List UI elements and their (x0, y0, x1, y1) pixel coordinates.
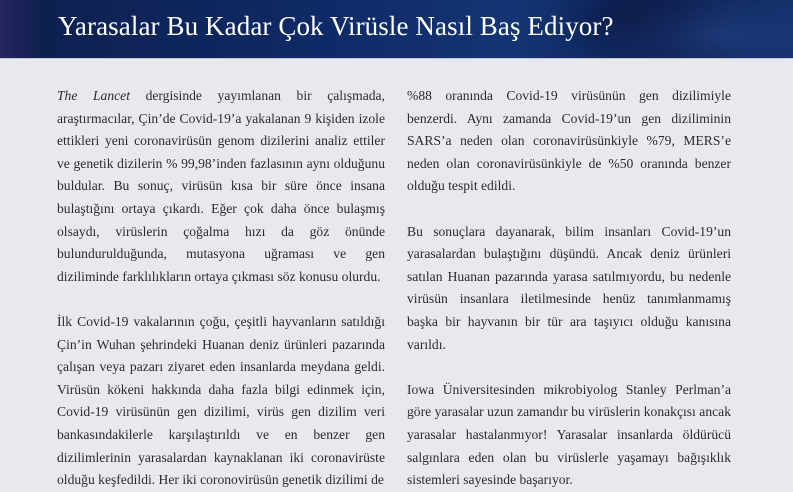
journal-name: The Lancet (57, 88, 130, 103)
paragraph: Bu sonuçlara dayanarak, bilim insanları Covid-19’un yarasalardan bulaştığını düşündü. Ancak deniz ürünleri satılan Huanan pazarında yarasa satılmıyordu, bu nedenle virüsün insanlara iletilmesinde henüz tanımlanmamış başka bir hayvanın bir tür ara taşıyıcı olduğu kanısına varıldı. (407, 221, 731, 357)
paragraph: İlk Covid-19 vakalarının çoğu, çeşitli hayvanların satıldığı Çin’in Wuhan şehrindeki Huanan deniz ürünleri pazarında çalışan veya pazarı ziyaret eden insanlarda meydana geldi. Virüsün kökeni hakkında daha fazla bilgi edinmek için, Covid-19 virüsünün gen dizilimi, virüs gen dizilim veri bankasındakilerle karşılaştırıldı ve en benzer gen dizilimlerinin yarasalardan kaynaklanan iki coronavirüste olduğu keşfedildi. Her iki coronovirüsün genetik dizilimi de (57, 311, 385, 492)
right-column (407, 85, 731, 492)
paragraph-text: dergisinde yayımlanan bir çalışmada, araştırmacılar, Çin’de Covid-19’a yakalanan 9 kişiden izole ettikleri yeni coronavirüsün genom dizilerini analiz ettiler ve genetik dizilerin % 99,98’inden fazlasının aynı olduğunu buldular. Bu sonuç, virüsün kısa bir süre önce insana bulaştığını ortaya çıkardı. Eğer çok daha önce bulaşmış olsaydı, virüslerin çoğalma hızı da göz önünde bulundurulduğunda, mutasyona uğraması ve gen diziliminde farklılıkların ortaya çıkması söz konusu olurdu. (57, 88, 385, 284)
paragraph: %88 oranında Covid-19 virüsünün gen dizilimiyle benzerdi. Aynı zamanda Covid-19’un gen diziliminin SARS’a neden olan coronavirüsünkiyle %79, MERS’e neden olan coronavirüsünkiyle de %50 oranında benzer olduğu tespit edildi. (407, 85, 731, 198)
article-title: Yarasalar Bu Kadar Çok Virüsle Nasıl Baş Ediyor? (58, 11, 614, 42)
paragraph (57, 85, 385, 288)
article-body (0, 59, 793, 465)
article-header (0, 0, 793, 59)
paragraph: Iowa Üniversitesinden mikrobiyolog Stanley Perlman’a göre yarasalar uzun zamandır bu virüslerin konakçısı ancak yarasalar hastalanmıyor! Yarasalar insanlarda öldürücü salgınlara eden olan bu virüslerle yaşamayı bağışıklık sistemleri sayesinde başarıyor. (407, 379, 731, 492)
left-column (57, 85, 385, 492)
